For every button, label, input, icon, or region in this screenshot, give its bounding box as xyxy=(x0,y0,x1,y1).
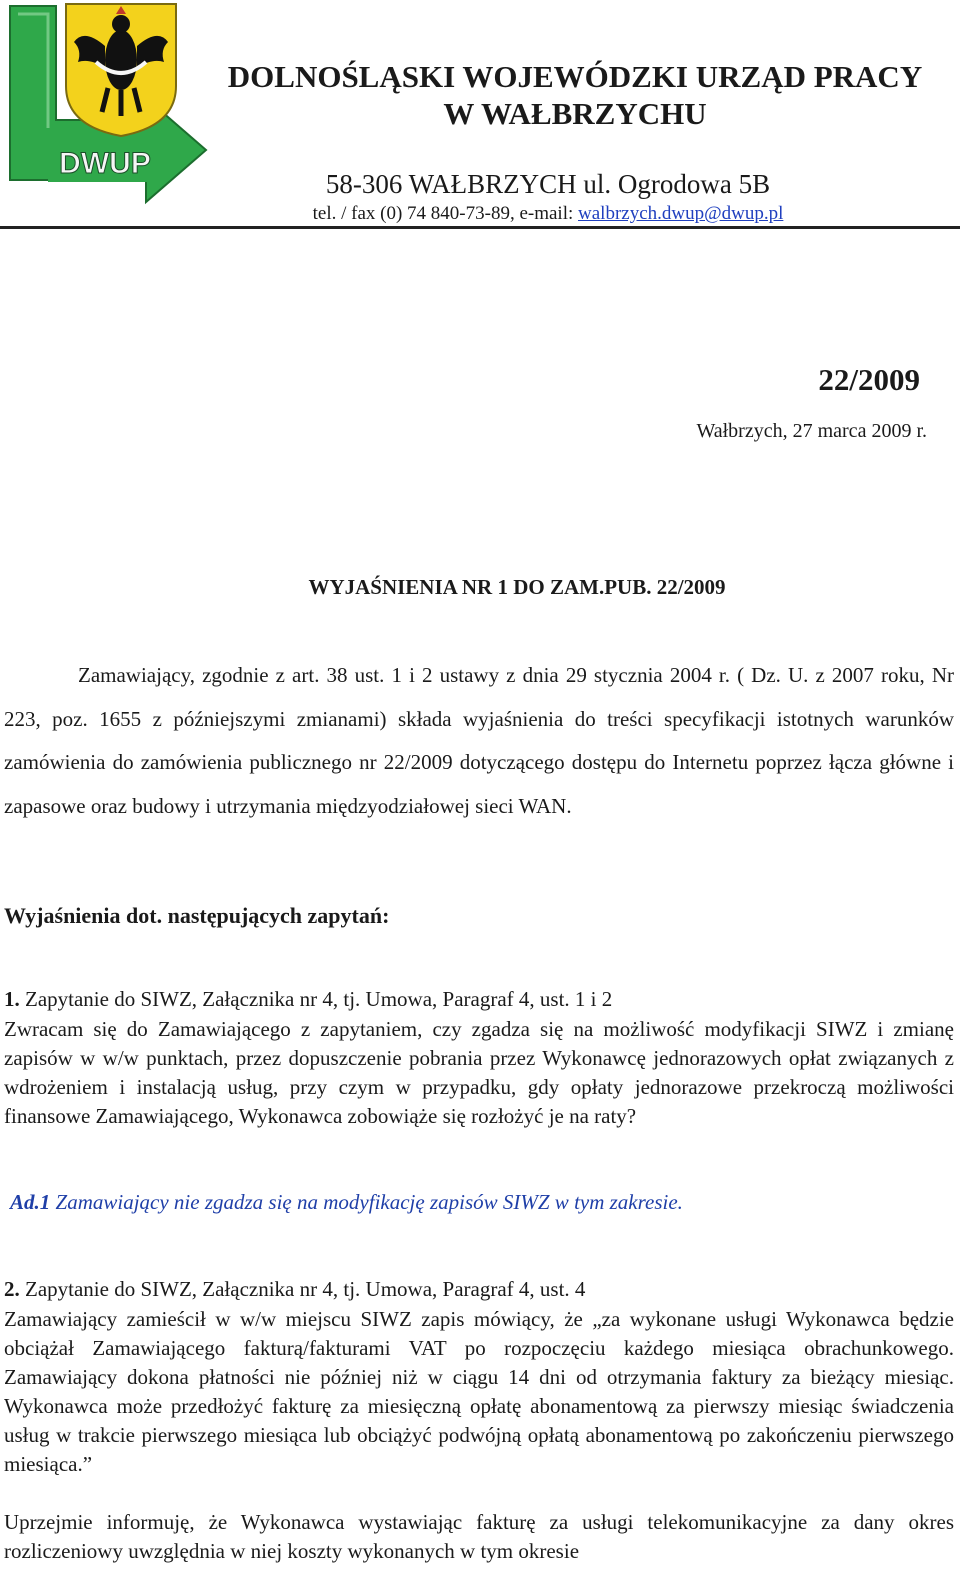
org-name-line-2: W WAŁBRZYCHU xyxy=(443,96,707,131)
organization-name xyxy=(210,58,940,132)
question-1-title-text: Zapytanie do SIWZ, Załącznika nr 4, tj. Umowa, Paragraf 4, ust. 1 i 2 xyxy=(19,987,613,1011)
header-divider xyxy=(0,226,960,229)
question-1-title xyxy=(4,985,612,1014)
dwup-logo xyxy=(4,2,210,220)
question-1-text: Zwracam się do Zamawiającego z zapytaniem, czy zgadza się na możliwość modyfikacji SIWZ i zmianę zapisów w w/w punktach, przez dopuszczenie pobrania przez Wykonawcę jednorazowych opłat związanych z wdrożeniem i instalacją usług, przy czym w przypadku, gdy opłaty jednorazowe przekroczą możliwości finansowe Zamawiającego, Wykonawca zobowiąże się rozłożyć je na raty? xyxy=(4,1017,954,1128)
document-number: 22/2009 xyxy=(818,362,920,397)
questions-heading: Wyjaśnienia dot. następujących zapytań: xyxy=(4,903,390,928)
logo-text: DWUP xyxy=(59,147,151,180)
question-2-response-text: Uprzejmie informuję, że Wykonawca wystawiając fakturę za usługi telekomunikacyjne za dany okres rozliczeniowy uwzględnia w niej koszty wykonanych w tym okresie xyxy=(4,1510,954,1563)
answer-1-text: Zamawiający nie zgadza się na modyfikację zapisów SIWZ w tym zakresie. xyxy=(50,1190,683,1214)
answer-1 xyxy=(10,1188,683,1217)
document-heading: WYJAŚNIENIA NR 1 DO ZAM.PUB. 22/2009 xyxy=(308,575,726,599)
intro-paragraph: Zamawiający, zgodnie z art. 38 ust. 1 i 2 ustawy z dnia 29 stycznia 2004 r. ( Dz. U. z 2007 roku, Nr 223, poz. 1655 z późniejszymi zmianami) składa wyjaśnienia do treści specyfikacji istotnych warunków zamówienia do zamówienia publicznego nr 22/2009 dotyczącego dostępu do Internetu poprzez łącza główne i zapasowe oraz budowy i utrzymania międzyodziałowej sieci WAN. xyxy=(4,663,954,818)
question-1-number: 1. xyxy=(4,987,20,1011)
phone-fax: tel. / fax (0) 74 840-73-89, e-mail: xyxy=(312,203,579,224)
place-and-date: Wałbrzych, 27 marca 2009 r. xyxy=(696,420,927,442)
question-2-title xyxy=(4,1275,585,1304)
question-2-title-text: Zapytanie do SIWZ, Załącznika nr 4, tj. Umowa, Paragraf 4, ust. 4 xyxy=(19,1277,586,1301)
email-link[interactable]: walbrzych.dwup@dwup.pl xyxy=(578,203,784,224)
address: 58-306 WAŁBRZYCH ul. Ogrodowa 5B xyxy=(325,169,771,199)
question-2-text: Zamawiający zamieścił w w/w miejscu SIWZ zapis mówiący, że „za wykonane usługi Wykonawca będzie obciążał Zamawiającego fakturą/fakturami VAT po rozpoczęciu każdego miesiąca obrachunkowego. Zamawiający dokona płatności nie później niż w ciągu 14 dni od otrzymania faktury za bieżący miesiąc. Wykonawca może przedłożyć fakturę za miesięczną opłatę abonamentową za pierwszy miesiąc świadczenia usług w trakcie pierwszego miesiąca lub obciążyć podwójną opłatą abonamentową po zakończeniu pierwszego miesiąca.” xyxy=(4,1307,954,1476)
contact-line xyxy=(210,203,886,225)
question-2-number: 2. xyxy=(4,1277,20,1301)
logo-graphic xyxy=(4,2,210,220)
answer-1-label: Ad.1 xyxy=(10,1190,51,1214)
org-name-line-1: DOLNOŚLĄSKI WOJEWÓDZKI URZĄD PRACY xyxy=(227,59,923,94)
